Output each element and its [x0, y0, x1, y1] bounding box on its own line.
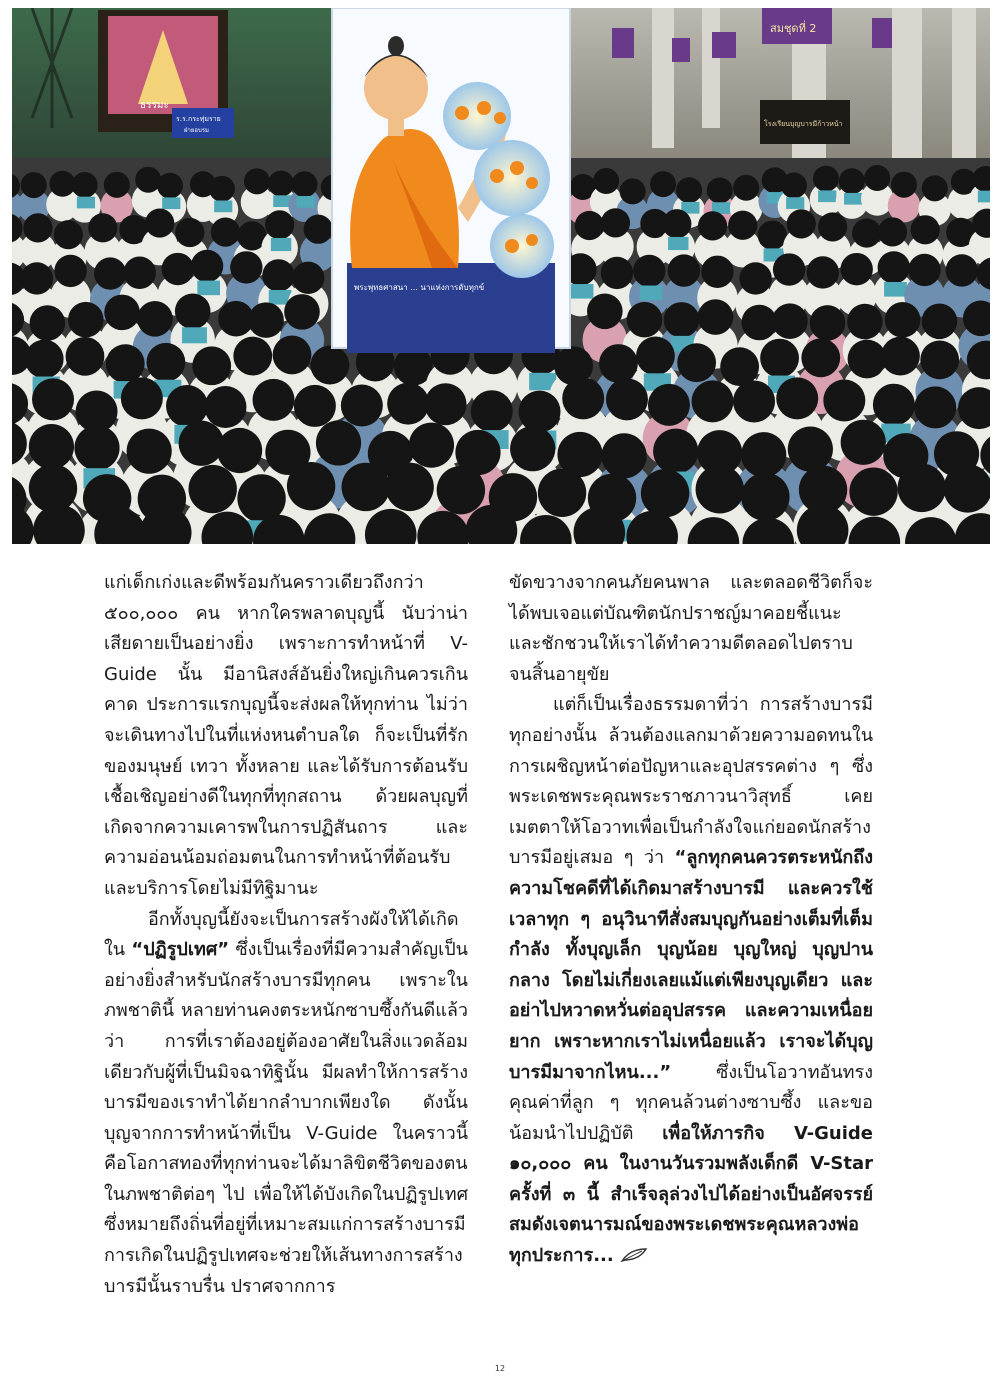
student-head: [633, 255, 665, 287]
student-head: [29, 424, 74, 469]
student-head: [54, 220, 83, 249]
student-head: [74, 425, 119, 470]
student-head: [849, 467, 897, 515]
student-head: [636, 336, 675, 375]
student-head: [145, 208, 174, 237]
right-sign-text: โรงเรียนบุญบารมีก้าวหน้า: [764, 120, 843, 128]
student-head: [758, 221, 787, 250]
student-head: [54, 255, 86, 287]
student-head: [292, 262, 324, 294]
closing-statement: เพื่อให้ภารกิจ V-Guide ๑๐,๐๐๐ คน ในงานวันรวมพลังเด็กดี V-Star ครั้งที่ ๓ นี้ สำเร็จลุล่วงไปได้อย่างเป็นอัศจรรย์ สมดังเจตนารมณ์ของพระเดชพระคุณหลวงพ่อทุกประการ...: [509, 1122, 873, 1267]
student-head: [147, 343, 186, 382]
student-head: [676, 177, 702, 203]
banner-caption: พระพุทธศาสนา ... นาแห่งการดับทุกข์: [354, 283, 485, 292]
student-head: [341, 385, 383, 427]
student-head: [268, 171, 294, 197]
student-head: [189, 465, 237, 513]
student-head: [698, 299, 734, 335]
student-head: [943, 464, 990, 512]
student-head: [284, 294, 320, 330]
student-head: [175, 293, 211, 329]
student-head: [425, 383, 467, 425]
student-head: [304, 215, 333, 244]
student-head: [23, 213, 52, 242]
student-head: [244, 168, 270, 194]
student-head: [776, 377, 818, 419]
student-head: [294, 385, 336, 427]
student-head: [253, 379, 295, 421]
student-head: [911, 215, 940, 244]
student-head: [801, 338, 840, 377]
student-head: [773, 253, 805, 285]
guide-booklet: [182, 327, 207, 343]
student-head: [32, 378, 74, 420]
guide-booklet: [818, 190, 836, 202]
student-head: [662, 209, 691, 238]
student-head: [707, 178, 733, 204]
student-head: [191, 250, 223, 282]
student-head: [920, 340, 959, 379]
left-sign-subtext: ฝ่ายอบรม: [184, 127, 209, 134]
paṭirūpadesa-term: “ปฏิรูปเทศ”: [131, 939, 230, 961]
left-paragraph-2: [104, 905, 468, 1303]
student-head: [601, 257, 633, 289]
student-head: [385, 463, 433, 511]
student-head: [914, 386, 956, 428]
student-head: [741, 473, 789, 521]
student-head: [262, 259, 294, 291]
student-head: [162, 253, 194, 285]
left-paragraph-2-intro: อีกทั้งบุญนี้ยังจะเป็นการสร้างผังให้ได้เกิดใน: [104, 908, 459, 961]
student-head: [696, 465, 744, 513]
student-head: [720, 347, 759, 386]
student-head: [387, 383, 429, 425]
student-head: [437, 466, 485, 514]
student-head: [807, 256, 839, 288]
student-head: [733, 175, 759, 201]
student-head: [562, 377, 604, 419]
right-paragraph-2: [509, 690, 873, 1271]
student-head: [946, 254, 978, 286]
student-head: [641, 469, 689, 517]
student-head: [575, 211, 604, 240]
student-head: [316, 420, 361, 465]
page-number: 12: [494, 1364, 506, 1373]
student-head: [677, 343, 716, 382]
student-head: [787, 209, 816, 238]
student-head: [620, 178, 646, 204]
student-head: [841, 420, 886, 465]
student-head: [233, 337, 272, 376]
hanging-banner-text: สมชุดที่ 2: [770, 22, 817, 35]
student-head: [606, 378, 648, 420]
student-head: [823, 379, 865, 421]
student-head: [668, 254, 700, 286]
student-head: [409, 423, 454, 468]
student-head: [72, 172, 98, 198]
student-head: [664, 302, 700, 338]
student-head: [49, 171, 75, 197]
student-head: [599, 344, 638, 383]
student-head: [230, 251, 262, 283]
student-head: [192, 346, 231, 385]
student-head: [772, 303, 808, 339]
student-head: [30, 305, 66, 341]
student-head: [106, 344, 145, 383]
student-head: [650, 171, 676, 197]
student-head: [627, 302, 663, 338]
right-paragraph-2-body: ซึ่งเป็นโอวาทอันทรงคุณค่าที่ลูก ๆ ทุกคนล้วนต่างซาบซึ้ง และขอน้อมนำไปปฏิบัติ: [509, 1061, 873, 1144]
student-head: [211, 218, 240, 247]
student-head: [587, 293, 623, 329]
student-head: [21, 172, 47, 198]
student-head: [852, 218, 881, 247]
student-head: [848, 340, 887, 379]
student-head: [175, 218, 204, 247]
student-head: [209, 176, 235, 202]
student-head: [121, 377, 163, 419]
student-head: [788, 427, 833, 472]
guide-booklet: [297, 196, 315, 208]
student-head: [839, 168, 865, 194]
student-head: [692, 380, 734, 422]
student-head: [781, 173, 807, 199]
student-head: [104, 172, 130, 198]
student-head: [204, 386, 246, 428]
student-head: [698, 211, 727, 240]
student-head: [137, 301, 173, 337]
student-head: [593, 168, 619, 194]
right-paragraph-2-intro: แต่ก็เป็นเรื่องธรรมดาที่ว่า การสร้างบารมีทุกอย่างนั้น ล้วนต้องแลกมาด้วยความอดทนในการเผชิญหน้าต่อปัญหาและอุปสรรคต่าง ๆ ซึ่งพระเดชพระคุณพระราชภาวนาวิสุทธิ์ เคยเมตตาให้โอวาทเพื่อเป็นกำลังใจแก่ยอดนักสร้างบารมีอยู่เสมอ ๆ ว่า: [509, 694, 873, 869]
student-head: [601, 433, 646, 478]
student-head: [898, 464, 946, 512]
student-head: [179, 421, 224, 466]
student-head: [873, 384, 915, 426]
student-head: [287, 462, 335, 510]
student-head: [847, 304, 883, 340]
crowd-photo-illustration: [12, 8, 990, 544]
student-head: [881, 337, 920, 376]
student-head: [818, 212, 847, 241]
student-head: [21, 262, 53, 294]
student-head: [739, 262, 771, 294]
student-head: [273, 336, 312, 375]
screen-label: ธรรมะ: [140, 100, 169, 111]
student-head: [728, 211, 757, 240]
student-head: [701, 256, 733, 288]
guide-booklet: [571, 284, 594, 299]
guide-booklet: [640, 286, 663, 301]
student-head: [648, 384, 690, 426]
guide-booklet: [668, 237, 688, 250]
student-head: [510, 426, 555, 471]
left-sign-text: ร.ร.กระทุ่มราย: [176, 115, 221, 123]
student-head: [878, 217, 907, 246]
student-head: [741, 305, 777, 341]
student-head: [864, 165, 890, 191]
student-head: [741, 432, 786, 477]
student-head: [891, 172, 917, 198]
student-head: [471, 390, 513, 432]
student-head: [66, 337, 105, 376]
student-head: [342, 463, 390, 511]
student-head: [810, 305, 846, 341]
student-head: [217, 428, 262, 473]
left-paragraph-1: แก่เด็กเก่งและดีพร้อมกันคราวเดียวถึงกว่า ๕๐๐,๐๐๐ คน หากใครพลาดบุญนี้ นับว่าน่าเสียดายเป็นอย่างยิ่ง เพราะการทำหน้าที่ V-Guide นั้น มีอานิสงส์อันยิ่งใหญ่เกินควรเกินคาด ประการแรกบุญนี้จะส่งผลให้ทุกท่าน ไม่ว่าจะเดินทางไปในที่แห่งหนตำบลใด ก็จะเป็นที่รักของมนุษย์ เทวา ทั้งหลาย และได้รับการต้อนรับเชื้อเชิญอย่างดีในทุกที่ทุกสถาน ด้วยผลบุญที่เกิดจากความเคารพในการปฏิสันถาร และความอ่อนน้อมถ่อมตนในการทำหน้าที่ต้อนรับ และบริการโดยไม่มีทิฐิมานะ: [104, 572, 468, 899]
guide-booklet: [844, 193, 862, 205]
buddha-banner: [332, 8, 570, 353]
student-head: [878, 251, 910, 283]
teaching-quote: “ลูกทุกคนควรตระหนักถึงความโชคดีที่ได้เกิดมาสร้างบารมี และควรใช้เวลาทุก ๆ อนุวินาทีสั่งสมบุญกันอย่างเต็มที่เต็มกำลัง ทั้งบุญเล็ก บุญน้อย บุญใหญ่ บุญปานกลาง โดยไม่เกี่ยงเลยแม้แต่เพียงบุญเดียว และอย่าไปหวาดหวั่นต่ออุปสรรค และความเหนื่อยยาก เพราะหากเราไม่เหนื่อยแล้ว เราจะได้บุญบารมีมาจากไหน...”: [509, 847, 873, 1083]
student-head: [88, 213, 117, 242]
right-paragraph-1: ขัดขวางจากคนภัยคนพาล และตลอดชีวิตก็จะได้พบเจอแต่บัณฑิตนักปราชญ์มาคอยชี้แนะและชักชวนให้เราได้ทำความดีตลอดไปตราบจนสิ้นอายุขัย: [509, 572, 873, 685]
student-head: [922, 304, 958, 340]
guide-booklet: [162, 197, 180, 209]
student-head: [813, 166, 839, 192]
guide-booklet: [884, 282, 907, 297]
student-head: [157, 173, 183, 199]
left-text-column: [104, 568, 468, 1302]
guide-booklet: [77, 197, 95, 209]
student-head: [123, 257, 155, 289]
student-head: [538, 469, 586, 517]
student-head: [733, 380, 775, 422]
student-head: [94, 257, 126, 289]
student-head: [104, 295, 140, 331]
student-head: [908, 254, 940, 286]
student-head: [68, 302, 104, 338]
leaf-feather-icon: [620, 1247, 648, 1263]
guide-booklet: [786, 197, 804, 209]
student-head: [127, 429, 172, 474]
student-head: [25, 340, 64, 379]
student-head: [292, 171, 318, 197]
guide-booklet: [978, 191, 990, 203]
student-head: [265, 210, 294, 239]
right-text-column: [509, 568, 873, 1272]
student-head: [601, 208, 630, 237]
student-head: [519, 391, 561, 433]
guide-booklet: [271, 238, 291, 251]
student-head: [653, 429, 698, 474]
student-head: [885, 302, 921, 338]
student-head: [248, 302, 284, 338]
student-head: [840, 253, 872, 285]
student-head: [310, 346, 349, 385]
guide-booklet: [197, 281, 220, 296]
event-photo: [12, 8, 990, 544]
left-paragraph-2-body: ซึ่งเป็นเรื่องที่มีความสำคัญเป็นอย่างยิ่งสำหรับนักสร้างบารมีทุกคน เพราะในภพชาตินี้ หลายท่านคงตระหนักซาบซึ้งกันดีแล้วว่า การที่เราต้องอยู่ต้องอาศัยในสิ่งแวดล้อมเดียวกับผู้ที่เป็นมิจฉาทิฐินั้น มีผลทำให้การสร้างบารมีของเราทำได้ยากลำบากเพียงใด ดังนั้น บุญจากการทำหน้าที่เป็น V-Guide ในคราวนี้ คือโอกาสทองที่ทุกท่านจะได้มาลิขิตชีวิตของตนในภพชาติต่อๆ ไป เพื่อให้ได้บังเกิดในปฏิรูปเทศ ซึ่งหมายถึงถิ่นที่อยู่ที่เหมาะสมแก่การสร้างบารมี การเกิดในปฏิรูปเทศจะช่วยให้เส้นทางการสร้างบารมีนั้นราบรื่น ปราศจากการ: [104, 939, 468, 1297]
student-head: [135, 167, 161, 193]
guide-booklet: [214, 201, 232, 213]
student-head: [760, 339, 799, 378]
student-head: [922, 175, 948, 201]
